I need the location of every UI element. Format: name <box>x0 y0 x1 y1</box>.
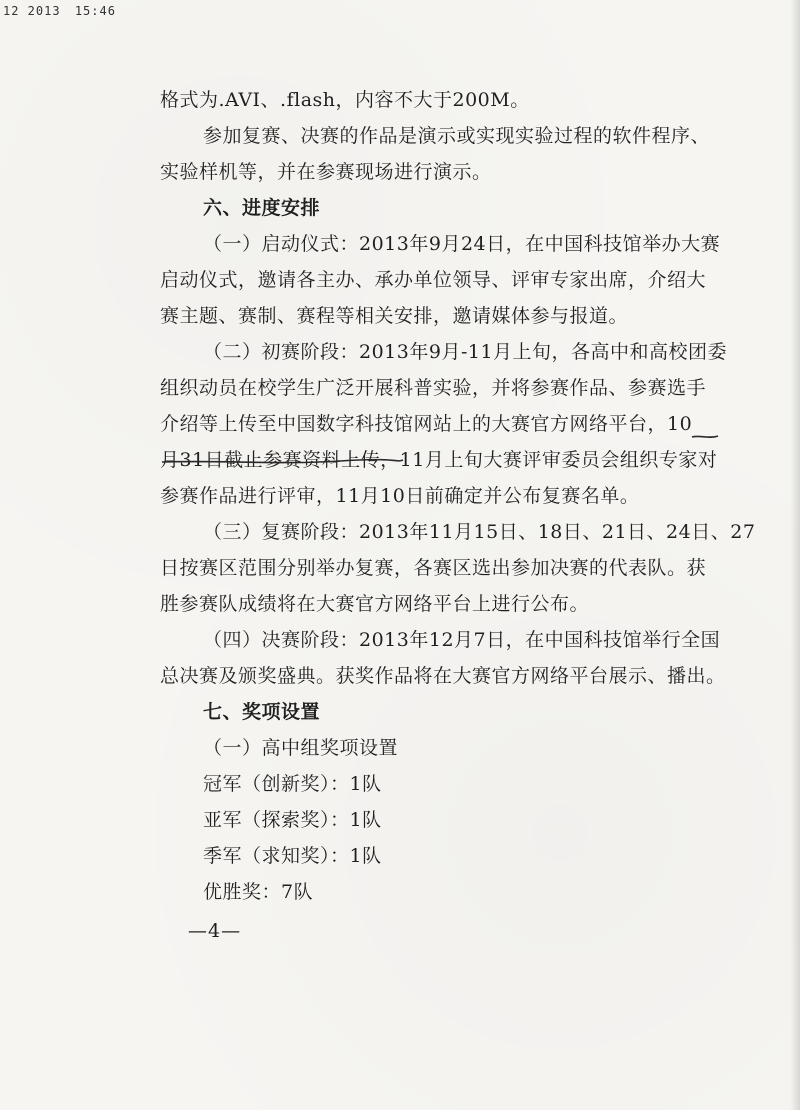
text-line: 启动仪式，邀请各主办、承办单位领导、评审专家出席，介绍大 <box>160 269 707 291</box>
text-line: 亚军（探索奖）：1队 <box>203 809 382 831</box>
text-line: 优胜奖：7队 <box>203 881 314 903</box>
text-line: （三）复赛阶段：2013年11月15日、18日、21日、24日、27 <box>203 521 756 543</box>
text-line: （一）高中组奖项设置 <box>203 737 399 759</box>
text-line: 冠军（创新奖）：1队 <box>203 773 382 795</box>
page-number: —4— <box>188 920 242 942</box>
text-line: 季军（求知奖）：1队 <box>203 845 382 867</box>
text-line: （四）决赛阶段：2013年12月7日，在中国科技馆举行全国 <box>203 629 721 651</box>
text-line: 总决赛及颁奖盛典。获奖作品将在大赛官方网络平台展示、播出。 <box>160 665 726 687</box>
section-heading-schedule: 六、进度安排 <box>203 197 321 219</box>
text-line: 赛主题、赛制、赛程等相关安排，邀请媒体参与报道。 <box>160 305 629 327</box>
text-line: （二）初赛阶段：2013年9月-11月上旬，各高中和高校团委 <box>203 341 728 363</box>
text-line: 参加复赛、决赛的作品是演示或实现实验过程的软件程序、 <box>203 125 711 147</box>
text-line: 实验样机等，并在参赛现场进行演示。 <box>160 161 492 183</box>
text-line: 组织动员在校学生广泛开展科普实验，并将参赛作品、参赛选手 <box>160 377 707 399</box>
text-line: 介绍等上传至中国数字科技馆网站上的大赛官方网络平台，10 <box>160 413 693 435</box>
fax-timestamp-header <box>3 4 122 18</box>
section-heading-awards: 七、奖项设置 <box>203 701 321 723</box>
text-line: 参赛作品进行评审，11月10日前确定并公布复赛名单。 <box>160 485 640 507</box>
text-line: 胜参赛队成绩将在大赛官方网络平台上进行公布。 <box>160 593 590 615</box>
handwritten-underline-mark <box>160 456 405 468</box>
text-line: 格式为.AVI、.flash，内容不大于200M。 <box>160 89 530 111</box>
page-edge-shadow <box>790 0 800 1110</box>
fax-time: 15:46 <box>74 4 116 18</box>
text-line: 月31日截止参赛资料上传，11月上旬大赛评审委员会组织专家对 <box>160 449 718 471</box>
handwritten-underline-mark-end <box>690 432 720 442</box>
text-line: 日按赛区范围分别举办复赛，各赛区选出参加决赛的代表队。获 <box>160 557 707 579</box>
fax-date: 12 2013 <box>3 4 61 18</box>
text-line: （一）启动仪式：2013年9月24日，在中国科技馆举办大赛 <box>203 233 721 255</box>
